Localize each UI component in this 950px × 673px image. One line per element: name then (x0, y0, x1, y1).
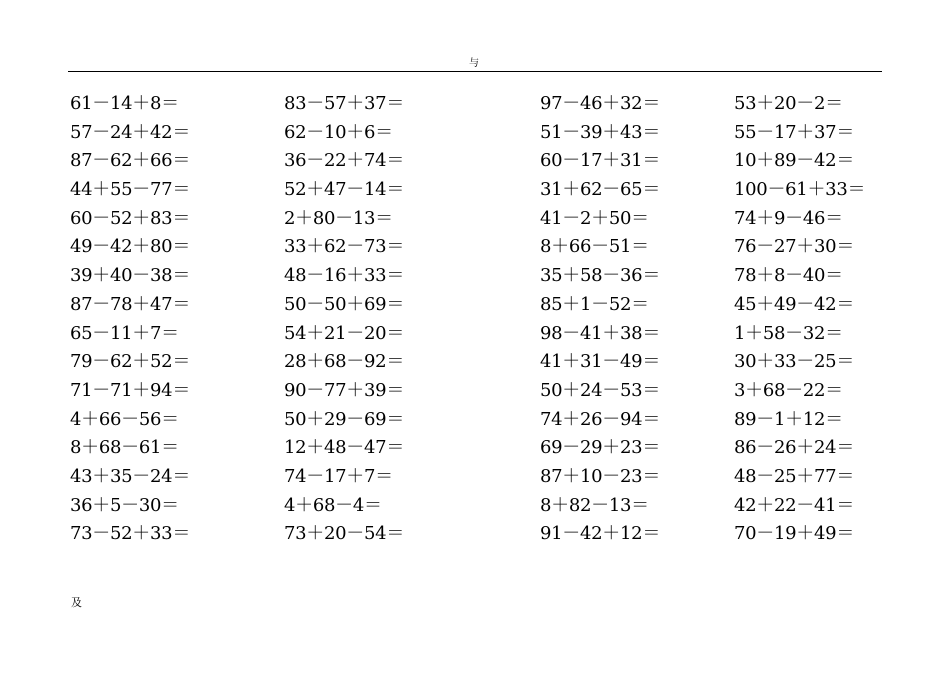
math-problem: 28＋68－92＝ (284, 351, 405, 373)
math-problem: 50－50＋69＝ (284, 293, 405, 315)
math-problem: 36－22＋74＝ (284, 150, 405, 172)
math-problem: 54＋21－20＝ (284, 322, 405, 344)
math-problem: 100－61＋33＝ (734, 179, 866, 201)
math-problem: 35＋58－36＝ (540, 265, 661, 287)
math-problem: 55－17＋37＝ (734, 121, 855, 143)
math-problem: 60－17＋31＝ (540, 150, 661, 172)
math-problem: 62－10＋6＝ (284, 121, 393, 143)
math-problem: 49－42＋80＝ (70, 236, 191, 258)
math-problem: 41－2＋50＝ (540, 207, 649, 229)
math-problem: 74＋26－94＝ (540, 408, 661, 430)
math-problem: 87－78＋47＝ (70, 293, 191, 315)
math-problem: 85＋1－52＝ (540, 293, 649, 315)
math-problem: 65－11＋7＝ (70, 322, 179, 344)
math-problem: 73－52＋33＝ (70, 523, 191, 545)
math-problem: 90－77＋39＝ (284, 379, 405, 401)
math-problem: 1＋58－32＝ (734, 322, 843, 344)
math-problem: 97－46＋32＝ (540, 93, 661, 114)
math-problem: 69－29＋23＝ (540, 437, 661, 459)
math-problem: 36＋5－30＝ (70, 494, 179, 516)
math-problem: 83－57＋37＝ (284, 93, 405, 114)
math-problem: 52＋47－14＝ (284, 179, 405, 201)
math-problem: 30＋33－25＝ (734, 351, 855, 373)
math-problem: 39＋40－38＝ (70, 265, 191, 287)
math-problem: 42＋22－41＝ (734, 494, 855, 516)
math-problem: 2＋80－13＝ (284, 207, 393, 229)
header-mark: 与 (469, 58, 479, 69)
math-problem: 78＋8－40＝ (734, 265, 843, 287)
math-problem: 98－41＋38＝ (540, 322, 661, 344)
math-problem: 4＋68－4＝ (284, 494, 382, 516)
math-problem: 91－42＋12＝ (540, 523, 661, 545)
math-problem: 44＋55－77＝ (70, 179, 191, 201)
math-problem: 50＋29－69＝ (284, 408, 405, 430)
math-problem: 86－26＋24＝ (734, 437, 855, 459)
math-problem: 61－14＋8＝ (70, 93, 179, 114)
math-problem: 41＋31－49＝ (540, 351, 661, 373)
problem-column-2 (284, 90, 404, 549)
math-problem: 31＋62－65＝ (540, 179, 661, 201)
math-problem: 76－27＋30＝ (734, 236, 855, 258)
math-problem: 74－17＋7＝ (284, 465, 393, 487)
header-rule (68, 71, 882, 72)
math-problem: 74＋9－46＝ (734, 207, 843, 229)
math-problem: 50＋24－53＝ (540, 379, 661, 401)
math-problem: 8＋82－13＝ (540, 494, 649, 516)
math-problem: 87＋10－23＝ (540, 465, 661, 487)
math-problem: 48－25＋77＝ (734, 465, 855, 487)
math-problem: 79－62＋52＝ (70, 351, 191, 373)
math-problem: 60－52＋83＝ (70, 207, 191, 229)
math-problem: 53＋20－2＝ (734, 93, 843, 114)
math-problem: 71－71＋94＝ (70, 379, 191, 401)
math-problem: 45＋49－42＝ (734, 293, 855, 315)
problem-column-1 (70, 90, 190, 549)
math-problem: 43＋35－24＝ (70, 465, 191, 487)
math-problem: 70－19＋49＝ (734, 523, 855, 545)
math-problem: 33＋62－73＝ (284, 236, 405, 258)
math-problem: 8＋68－61＝ (70, 437, 179, 459)
math-problem: 3＋68－22＝ (734, 379, 843, 401)
math-problem: 10＋89－42＝ (734, 150, 855, 172)
math-problem: 87－62＋66＝ (70, 150, 191, 172)
footer-mark: 及 (71, 596, 82, 609)
math-problem: 8＋66－51＝ (540, 236, 649, 258)
problem-column-3 (540, 90, 660, 549)
math-problem: 12＋48－47＝ (284, 437, 405, 459)
math-problem: 4＋66－56＝ (70, 408, 179, 430)
math-problem: 57－24＋42＝ (70, 121, 191, 143)
math-problem: 89－1＋12＝ (734, 408, 843, 430)
math-problem: 48－16＋33＝ (284, 265, 405, 287)
problem-column-4 (734, 90, 865, 549)
math-problem: 73＋20－54＝ (284, 523, 405, 545)
math-problem: 51－39＋43＝ (540, 121, 661, 143)
